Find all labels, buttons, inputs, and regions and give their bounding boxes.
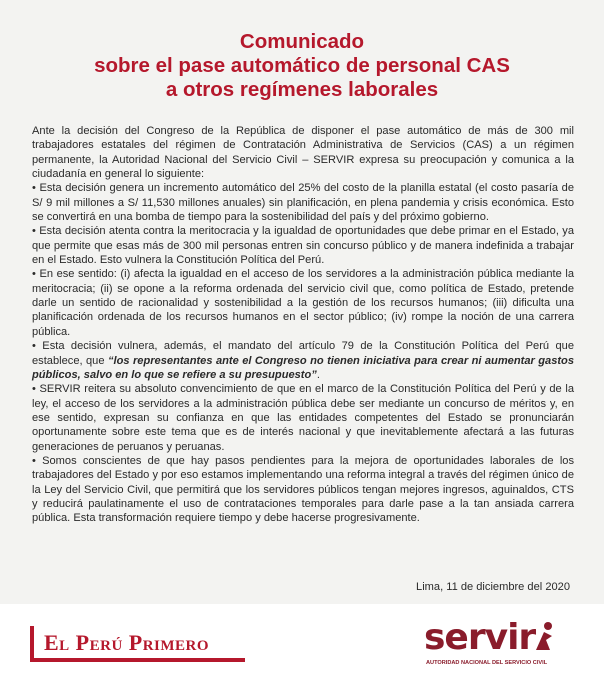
title-line-3: a otros regímenes laborales xyxy=(165,78,439,101)
article-79-quote: “los representantes ante el Congreso no tienen iniciativa para crear ni aumentar gastos públicos, salvo en lo que se refiere a su presupuesto” xyxy=(32,354,574,381)
title-line-2: sobre el pase automático de personal CAS xyxy=(94,54,510,77)
bullet-meritocracy: • Esta decisión atenta contra la meritocracia y la igualdad de oportunidades que debe primar en el Estado, ya que permite que esas más de 300 mil personas entren sin concurso público y de manera indefinida a trabajar en el Estado. Esto vulnera la Constitución Política del Perú. xyxy=(32,225,574,267)
servir-person-icon xyxy=(532,620,556,654)
servir-logo-subtitle: AUTORIDAD NACIONAL DEL SERVICIO CIVIL xyxy=(426,660,548,666)
date-line: Lima, 11 de diciembre del 2020 xyxy=(416,581,570,593)
page-title xyxy=(0,30,604,102)
bullet-cost-increase: • Esta decisión genera un incremento automático del 25% del costo de la planilla estatal (el costo pasaría de S/ 9 mil millones a S/ 11,530 millones anuales) sin planificación, en plena pandemia y crisis económica. Esto se convertirá en una bomba de tiempo para la sostenibilidad del país y del próximo gobierno. xyxy=(32,182,574,224)
bullet-pending-steps: • Somos conscientes de que hay pasos pendientes para la mejora de oportunidades laborales de los trabajadores del Estado y por eso estamos implementando una reforma integral a través del régimen único de la Ley del Servicio Civil, que permitirá que los servidores públicos tengan mejores ingresos, aguinaldos, CTS y reducirá paulatinamente el uso de contrataciones temporales para darle pase a la tan ansiada carrera pública. Esta transformación requiere tiempo y debe hacerse progresivamente. xyxy=(32,454,574,525)
intro-paragraph: Ante la decisión del Congreso de la República de disponer el pase automático de más de 300 mil trabajadores estatales del régimen de Contratación Administrativa de Servicios (CAS) a un régimen permanente, la Autoridad Nacional del Servicio Civil – SERVIR expresa su preocupación y comunica a la ciudadanía en general lo siguiente: xyxy=(32,125,574,181)
bullet-article-79 xyxy=(32,339,574,382)
el-peru-primero-logo: El Perú Primero xyxy=(44,630,210,655)
communique-body xyxy=(32,124,574,526)
servir-logo xyxy=(424,618,574,674)
article-79-end: . xyxy=(316,368,320,381)
bullet-servir-conviction: • SERVIR reitera su absoluto convencimiento de que en el marco de la Constitución Política del Perú y de la ley, el acceso de los servidores a la administración pública debe ser mediante un concurso de méritos y, en ese sentido, expresan su confianza en que las entidades competentes del Estado se pronunciarán oportunamente sobre este tema que es de interés nacional y que inevitablemente afectará a las futuras generaciones de peruanos y peruanas. xyxy=(32,383,574,453)
title-line-1: Comunicado xyxy=(239,30,365,53)
bullet-effects: • En ese sentido: (i) afecta la igualdad en el acceso de los servidores a la administración pública mediante la meritocracia; (ii) se opone a la reforma ordenada del servicio civil que, como política de Estado, pretende darle un sentido de racionalidad y sostenibilidad a la gestión de los recursos humanos; (iii) dificulta una planificación ordenada de los recursos humanos en el sector público; (iv) rompe la noción de una carrera pública. xyxy=(32,268,574,338)
servir-logo-word: servir xyxy=(424,617,536,658)
article-79-text: • Esta decisión vulnera, además, el mandato del artículo 79 de la Constitución Política del Perú que establece, que xyxy=(32,340,574,367)
